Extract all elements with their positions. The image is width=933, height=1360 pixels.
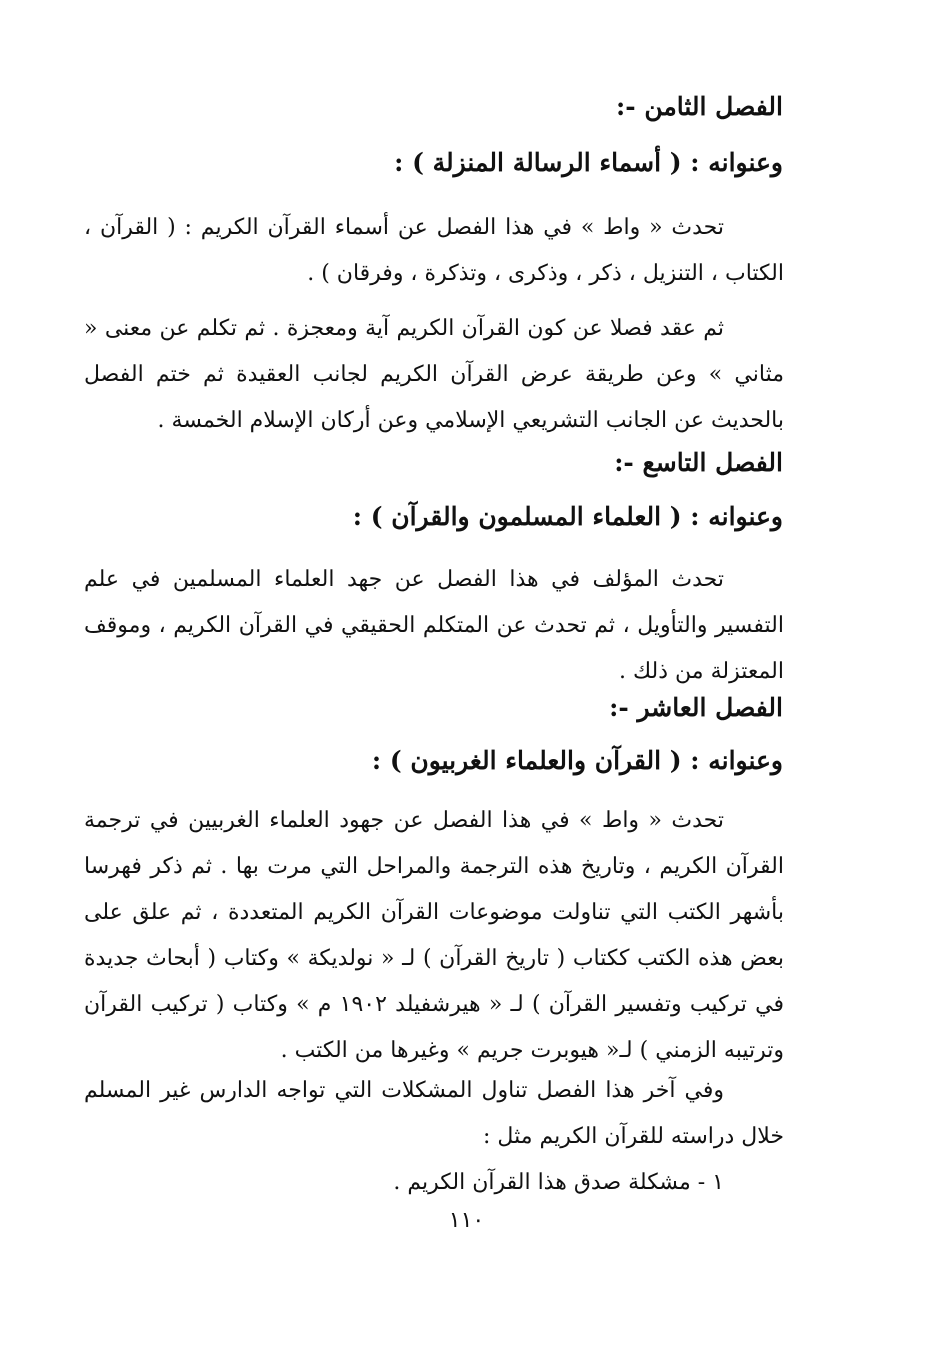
chapter-9-heading: الفصل التاسع -: — [614, 448, 783, 477]
chapter-10-title: وعنوانه : ( القرآن والعلماء الغربيون ) : — [371, 746, 783, 775]
chapter-10-paragraph-2: وفي آخر هذا الفصل تناول المشكلات التي تواجه الدارس غير المسلم خلال دراسته للقرآن الكريم مثل : — [84, 1078, 784, 1149]
chapter-10-paragraph-1: تحدث « واط » في هذا الفصل عن جهود العلماء الغربيين في ترجمة القرآن الكريم ، وتاريخ هذه الترجمة والمراحل التي مرت بها . ثم ذكر فهرسا بأشهر الكتب التي تناولت موضوعات القرآن الكريم المتعددة ، ثم علق على بعض هذه الكتب ككتاب ( تاريخ القرآن ) لـ « نولديكة » وكتاب ( أبحاث جديدة في تركيب وتفسير القرآن ) لـ « هيرشفيلد ١٩٠٢ م » وكتاب ( تركيب القرآن وترتيبه الزمني ) لـ« هيوبرت جريم » وغيرها من الكتب . — [84, 808, 784, 1063]
chapter-8-heading: الفصل الثامن -: — [616, 92, 783, 121]
chapter-8-paragraph-2: ثم عقد فصلا عن كون القرآن الكريم آية ومعجزة . ثم تكلم عن معنى « مثاني » وعن طريقة عرض القرآن الكريم لجانب العقيدة ثم ختم الفصل بالحديث عن الجانب التشريعي الإسلامي وعن أركان الإسلام الخمسة . — [84, 316, 784, 433]
page-number: ١١٠ — [448, 1208, 485, 1233]
chapter-9-title: وعنوانه : ( العلماء المسلمون والقرآن ) : — [352, 502, 783, 531]
chapter-9-paragraph-1: تحدث المؤلف في هذا الفصل عن جهد العلماء المسلمين في علم التفسير والتأويل ، ثم تحدث عن المتكلم الحقيقي في القرآن الكريم ، وموقف المعتزلة من ذلك . — [84, 567, 784, 684]
chapter-10-list-item-1: ١ - مشكلة صدق هذا القرآن الكريم . — [393, 1170, 724, 1195]
chapter-8-title: وعنوانه : ( أسماء الرسالة المنزلة ) : — [394, 148, 783, 177]
chapter-8-paragraph-1: تحدث « واط » في هذا الفصل عن أسماء القرآن الكريم : ( القرآن ، الكتاب ، التنزيل ، ذكر ، وذكرى ، وتذكرة ، وفرقان ) . — [84, 215, 784, 286]
chapter-10-heading: الفصل العاشر -: — [609, 693, 783, 722]
